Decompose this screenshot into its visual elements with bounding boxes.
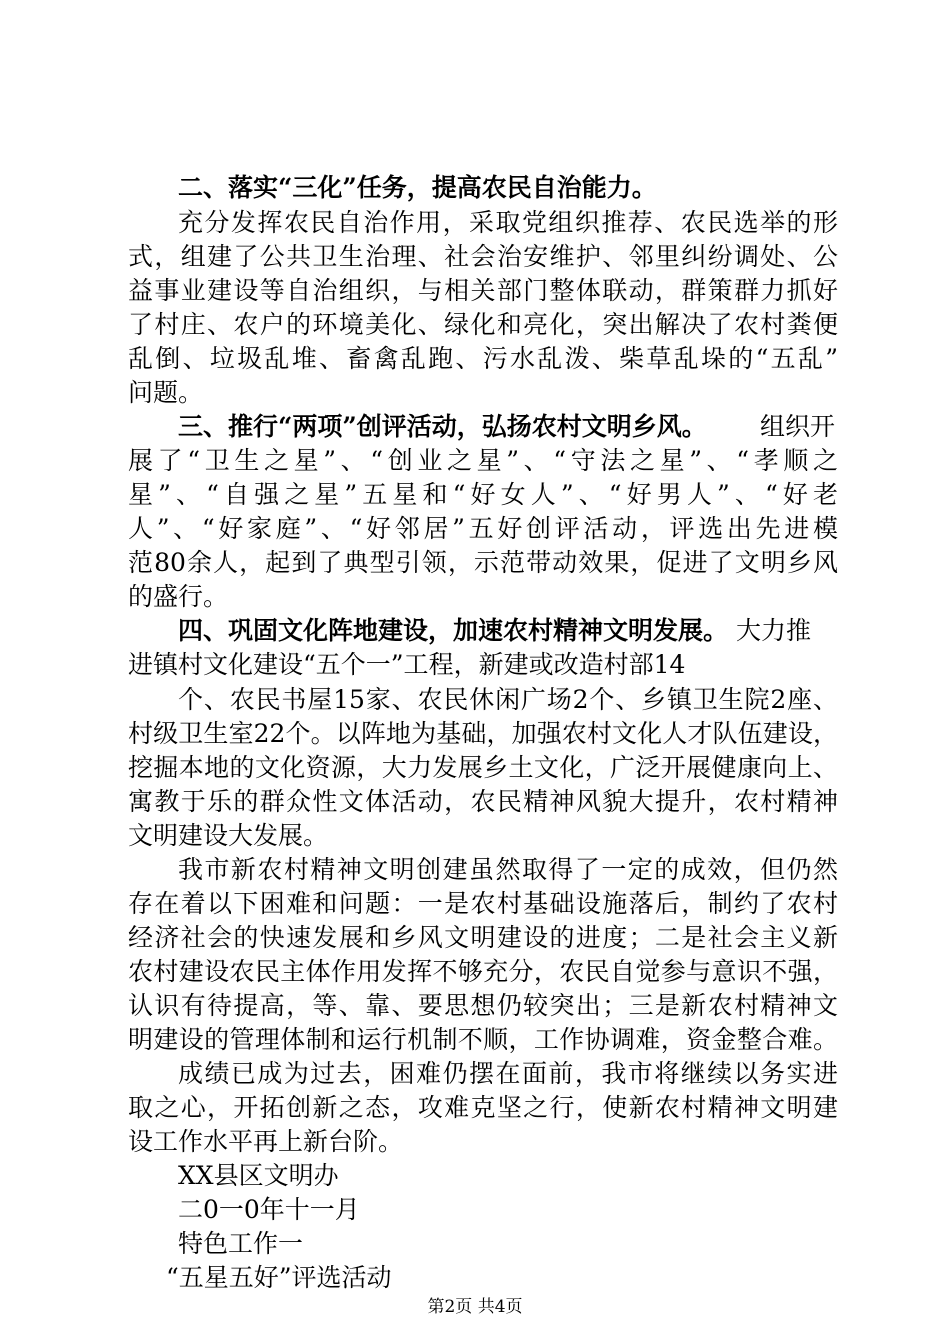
section3-body-line: 范80余人，起到了典型引领，示范带动效果，促进了文明乡风 [128,548,838,577]
section3-heading: 三、推行“两项”创评活动，弘扬农村文明乡风。 [178,412,707,441]
feature-subtitle: “五星五好”评选活动 [166,1263,392,1292]
section3-body-line: 人”、“好家庭”、“好邻居”五好创评活动，评选出先进模 [128,514,838,543]
section4-heading: 四、巩固文化阵地建设，加速农村精神文明发展。 [178,616,729,645]
section3-body-line: 星”、“自强之星”五星和“好女人”、“好男人”、“好老 [128,480,838,509]
signature: XX县区文明办 [178,1161,339,1190]
section4-body-line: 进镇村文化建设“五个一”工程，新建或改造村部14 [128,650,686,679]
section4-body-line: 个、农民书屋15家、农民休闲广场2个、乡镇卫生院2座、 [178,685,838,714]
closing-line: 取之心，开拓创新之态，攻难克坚之行，使新农村精神文明建 [128,1093,838,1122]
section2-heading: 二、落实“三化”任务，提高农民自治能力。 [178,173,657,202]
problems-line: 我市新农村精神文明创建虽然取得了一定的成效，但仍然 [178,855,838,884]
section4-body-line: 寓教于乐的群众性文体活动，农民精神风貌大提升，农村精神 [128,787,838,816]
feature-title: 特色工作一 [178,1229,304,1258]
problems-line: 存在着以下困难和问题：一是农村基础设施落后，制约了农村 [128,889,838,918]
problems-line: 明建设的管理体制和运行机制不顺，工作协调难，资金整合难。 [128,1025,838,1054]
closing-line: 成绩已成为过去，困难仍摆在面前，我市将继续以务实进 [178,1059,838,1088]
problems-line: 认识有待提高，等、靠、要思想仍较突出；三是新农村精神文 [128,991,838,1020]
section2-body-line: 充分发挥农民自治作用，采取党组织推荐、农民选举的形 [178,208,838,237]
section2-body-line: 益事业建设等自治组织，与相关部门整体联动，群策群力抓好 [128,276,838,305]
section3-body-line: 展了“卫生之星”、“创业之星”、“守法之星”、“孝顺之 [128,446,838,475]
closing-line: 设工作水平再上新台阶。 [128,1127,404,1156]
problems-line: 农村建设农民主体作用发挥不够充分，农民自觉参与意识不强， [128,957,838,986]
section3-lead-rest: 组织开 [760,412,836,441]
section4-body-line: 村级卫生室22个。以阵地为基础，加强农村文化人才队伍建设， [128,719,838,748]
page-indicator: 第2页 共4页 [427,1297,523,1317]
section2-body-line: 问题。 [128,378,204,407]
problems-line: 经济社会的快速发展和乡风文明建设的进度；二是社会主义新 [128,923,838,952]
section2-body-line: 乱倒、垃圾乱堆、畜禽乱跑、污水乱泼、柴草乱垛的“五乱” [128,344,838,373]
page-footer [0,1296,950,1318]
section4-lead-rest: 大力推 [736,616,812,645]
section2-body-line: 式，组建了公共卫生治理、社会治安维护、邻里纠纷调处、公 [128,242,838,271]
section2-body-line: 了村庄、农户的环境美化、绿化和亮化，突出解决了农村粪便 [128,310,838,339]
section4-body-line: 挖掘本地的文化资源，大力发展乡土文化，广泛开展健康向上、 [128,753,838,782]
section3-body-line: 的盛行。 [128,582,229,611]
date: 二0一0年十一月 [178,1195,360,1224]
section4-body-line: 文明建设大发展。 [128,821,329,850]
